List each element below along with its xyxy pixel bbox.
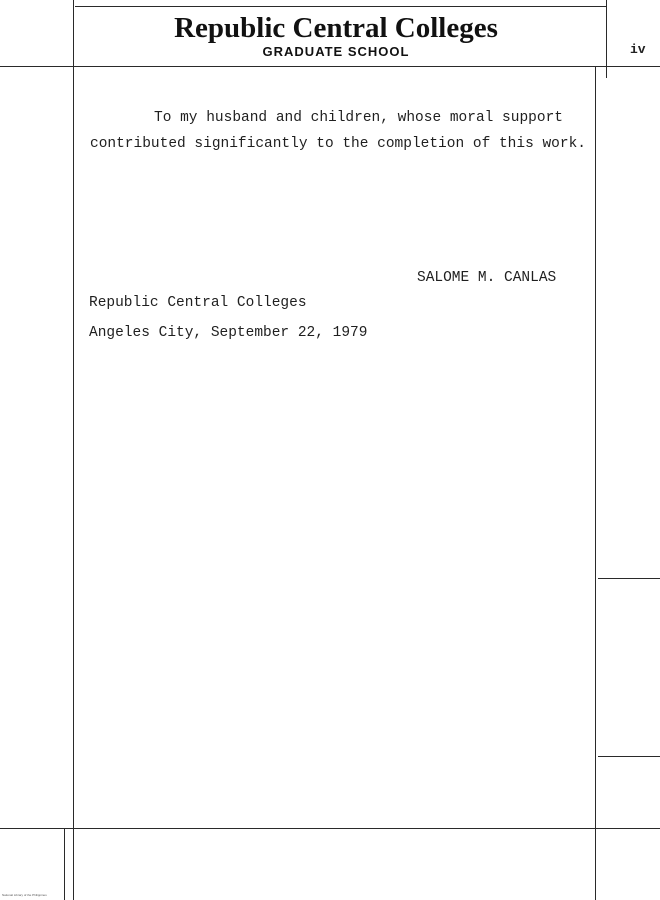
author-signature: SALOME M. CANLAS: [417, 270, 557, 286]
location-date-line: Angeles City, September 22, 1979: [89, 325, 368, 341]
right-edge-tick-2: [598, 756, 660, 757]
left-margin-rule: [73, 0, 74, 900]
institution-title: Republic Central Colleges: [174, 12, 498, 44]
institution-line: Republic Central Colleges: [89, 295, 307, 311]
bottom-rule: [0, 828, 660, 829]
outer-left-rule: [64, 828, 65, 900]
right-edge-tick-1: [598, 578, 660, 579]
top-border-rule: [75, 6, 606, 7]
scan-footer-note: National Library of the Philippines: [2, 893, 47, 897]
right-margin-rule-lower: [595, 66, 596, 900]
page-number: iv: [630, 42, 646, 57]
dedication-text: To my husband and children, whose moral support contributed significantly to the completion of this work.: [90, 110, 586, 152]
school-subtitle: GRADUATE SCHOOL: [262, 44, 410, 59]
header-bottom-rule: [0, 66, 660, 67]
